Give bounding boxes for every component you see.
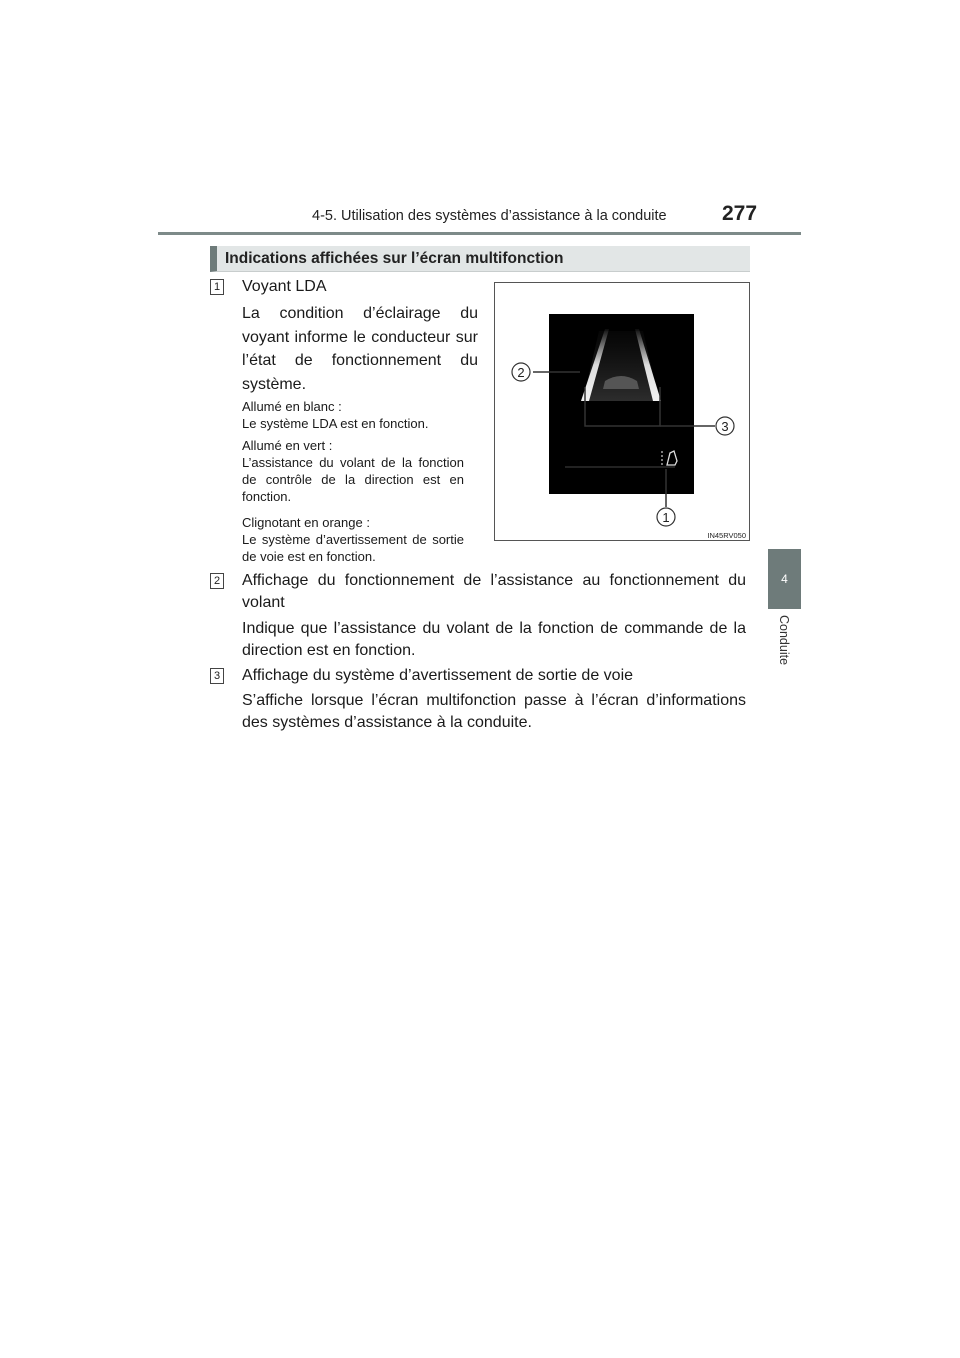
state-text: Le système d’avertissement de sortie de voie est en fonction. — [242, 532, 464, 564]
state-text: Le système LDA est en fonction. — [242, 416, 429, 431]
callout-label: 3 — [721, 419, 729, 434]
state-label: Allumé en blanc : — [242, 399, 342, 414]
item-title: Affichage du système d’avertissement de sortie de voie — [242, 667, 634, 684]
page-number: 277 — [722, 202, 758, 225]
chapter-tab — [768, 549, 801, 609]
state-text: L’assistance du volant de la fonction de contrôle de la direction est en fonction. — [242, 455, 464, 504]
item-body: S’affiche lorsque l’écran multifonction passe à l’écran d’informations des systèmes d’assistance à la conduite. — [242, 692, 746, 731]
figure-code: IN45RV050 — [707, 531, 746, 540]
item-number-badge: 1 — [210, 279, 224, 295]
item-body: Indique que l’assistance du volant de la fonction de commande de la direction est en fonction. — [242, 620, 746, 659]
chapter-number: 4 — [781, 572, 788, 586]
callout-label: 1 — [662, 510, 670, 525]
figure-illustration — [495, 283, 751, 542]
figure-multi-information-display — [494, 282, 750, 541]
section-title: Indications affichées sur l’écran multifonction — [225, 250, 564, 267]
item-number-badge: 2 — [210, 573, 224, 589]
section-heading — [210, 246, 750, 272]
item-title: Voyant LDA — [242, 278, 327, 295]
item-body: La condition d’éclairage du voyant informe le conducteur sur l’état de fonctionnement du système. — [242, 305, 478, 393]
chapter-label-container — [771, 615, 797, 695]
state-label: Allumé en vert : — [242, 438, 333, 453]
item-number-badge: 3 — [210, 668, 224, 684]
item-title: Affichage du fonctionnement de l’assistance au fonctionnement du volant — [242, 572, 746, 611]
chapter-label: Conduite — [777, 615, 791, 666]
callout-label: 2 — [517, 365, 525, 380]
state-label: Clignotant en orange : — [242, 515, 370, 530]
running-header: 4-5. Utilisation des systèmes d’assistance à la conduite — [312, 208, 667, 224]
header-rule — [158, 232, 801, 235]
